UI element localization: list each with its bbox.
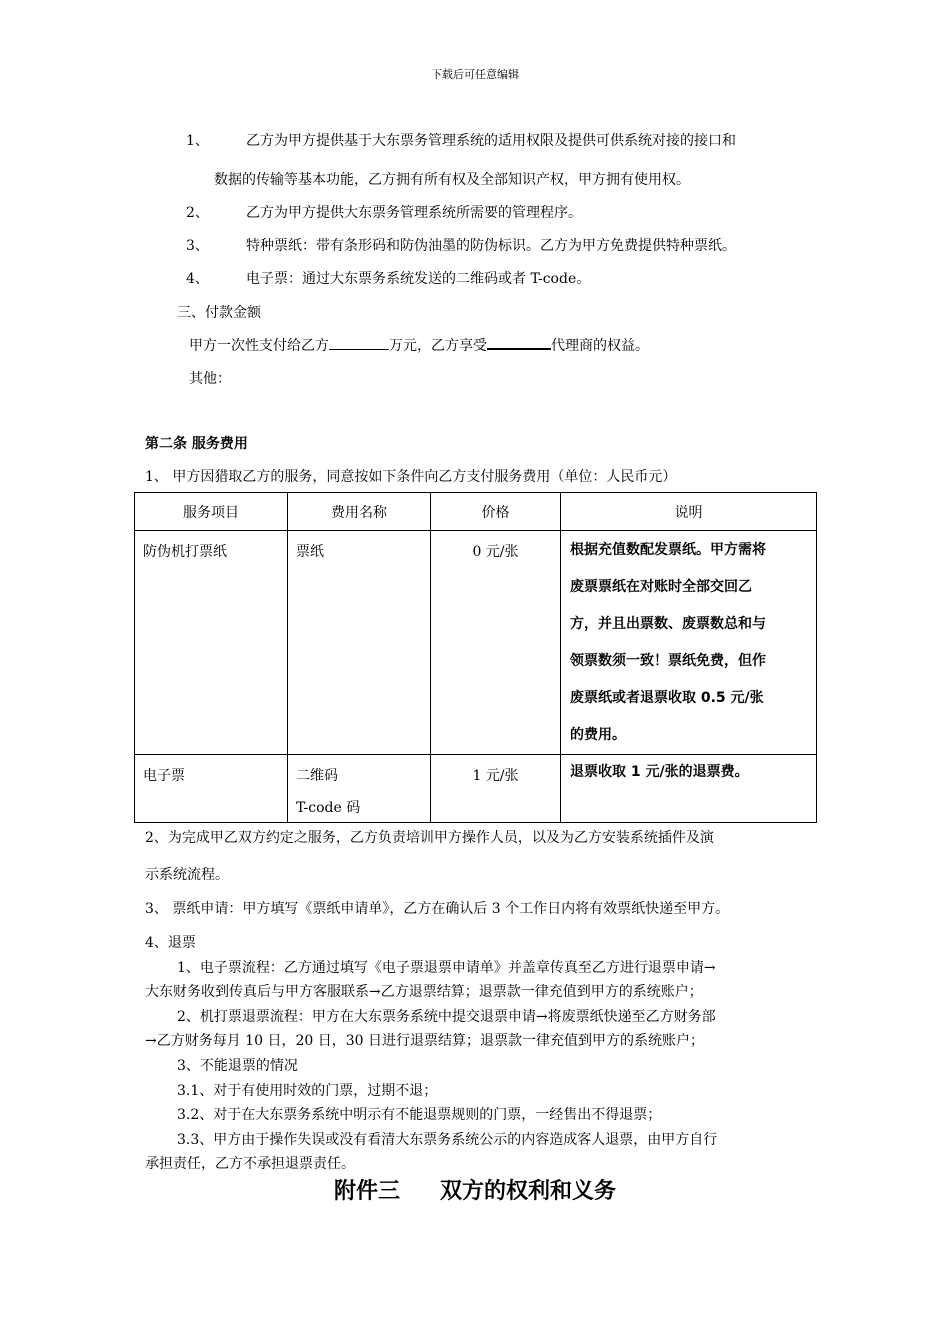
header-description: 说明 <box>561 493 817 531</box>
fee-name-line: 二维码 <box>296 768 338 784</box>
clause-4-3-3-line1: 3.3、甲方由于操作失误或没有看清大东票务系统公示的内容造成客人退票，由甲方自行 <box>177 1132 718 1148</box>
clause-4-3-3-line2: 承担责任，乙方不承担退票责任。 <box>145 1156 355 1172</box>
payment-text-1: 甲方一次性支付给乙方 <box>189 338 329 354</box>
payment-other: 其他： <box>189 371 231 387</box>
payment-line <box>189 334 649 355</box>
scope-item-2-number: 2、 <box>186 205 209 221</box>
page-header-note: 下载后可任意编辑 <box>431 68 519 81</box>
table-row <box>135 531 817 755</box>
description-line: 的费用。 <box>570 727 626 743</box>
payment-text-3: 代理商的权益。 <box>551 338 649 354</box>
scope-item-2-text: 乙方为甲方提供大东票务管理系统所需要的管理程序。 <box>246 205 582 221</box>
header-price: 价格 <box>431 493 561 531</box>
payment-text-2: 万元，乙方享受 <box>389 338 487 354</box>
scope-item-1-number: 1、 <box>186 133 209 149</box>
scope-item-3-text: 特种票纸：带有条形码和防伪油墨的防伪标识。乙方为甲方免费提供特种票纸。 <box>246 238 736 254</box>
clause-4-1-line1: 1、电子票流程：乙方通过填写《电子票退票申请单》并盖章传真至乙方进行退票申请→ <box>177 960 716 976</box>
cell-fee-name <box>288 755 431 823</box>
agent-level-blank[interactable] <box>487 334 551 350</box>
article-2-title: 第二条 服务费用 <box>145 436 248 452</box>
annex-3-title <box>0 1174 950 1205</box>
cell-service-item: 防伪机打票纸 <box>135 531 288 755</box>
clause-2-line1: 2、为完成甲乙双方约定之服务，乙方负责培训甲方操作人员，以及为乙方安装系统插件及演 <box>145 830 714 846</box>
description-line: 废票票纸在对账时全部交回乙 <box>570 579 752 595</box>
scope-item-3-number: 3、 <box>186 238 209 254</box>
payment-heading: 三、付款金额 <box>177 305 261 321</box>
header-fee-name: 费用名称 <box>288 493 431 531</box>
clause-4-3-2: 3.2、对于在大东票务系统中明示有不能退票规则的门票，一经售出不得退票； <box>177 1107 662 1123</box>
scope-item-4-number: 4、 <box>186 271 209 287</box>
article-2-intro: 1、 甲方因猎取乙方的服务，同意按如下条件向乙方支付服务费用（单位：人民币元） <box>145 469 677 485</box>
scope-item-1-text-cont: 数据的传输等基本功能，乙方拥有所有权及全部知识产权，甲方拥有使用权。 <box>214 172 690 188</box>
fee-name-line: T-code 码 <box>296 800 361 816</box>
clause-4-heading: 4、退票 <box>145 935 196 951</box>
scope-item-1-text: 乙方为甲方提供基于大东票务管理系统的适用权限及提供可供系统对接的接口和 <box>246 133 736 149</box>
annex-title-text: 双方的权利和义务 <box>440 1179 617 1204</box>
description-line: 领票数须一致！票纸免费，但作 <box>570 653 766 669</box>
table-header-row <box>135 493 817 531</box>
clause-4-2-line1: 2、机打票退票流程：甲方在大东票务系统中提交退票申请→将废票纸快递至乙方财务部 <box>177 1009 716 1025</box>
description-line: 退票收取 1 元/张的退票费。 <box>570 764 749 780</box>
header-service-item: 服务项目 <box>135 493 288 531</box>
clause-4-1-line2: 大东财务收到传真后与甲方客服联系→乙方退票结算；退票款一律充值到甲方的系统账户； <box>145 984 703 1000</box>
cell-price: 0 元/张 <box>431 531 561 755</box>
description-line: 废票纸或者退票收取 0.5 元/张 <box>570 690 764 706</box>
table-row <box>135 755 817 823</box>
cell-description <box>561 755 817 823</box>
cell-price: 1 元/张 <box>431 755 561 823</box>
cell-description <box>561 531 817 755</box>
description-line: 根据充值数配发票纸。甲方需将 <box>570 542 766 558</box>
description-line: 方，并且出票数、废票数总和与 <box>570 616 766 632</box>
cell-fee-name: 票纸 <box>288 531 431 755</box>
clause-4-3-1: 3.1、对于有使用时效的门票，过期不退； <box>177 1083 438 1099</box>
clause-2-line2: 示系统流程。 <box>145 867 229 883</box>
scope-item-4-text: 电子票：通过大东票务系统发送的二维码或者 T-code。 <box>246 271 591 287</box>
cell-service-item: 电子票 <box>135 755 288 823</box>
payment-amount-blank[interactable] <box>329 335 389 350</box>
clause-4-2-line2: →乙方财务每月 10 日，20 日，30 日进行退票结算；退票款一律充值到甲方的系统账户； <box>145 1033 704 1049</box>
clause-3: 3、 票纸申请：甲方填写《票纸申请单》，乙方在确认后 3 个工作日内将有效票纸快递至甲方。 <box>145 901 730 917</box>
clause-4-3: 3、不能退票的情况 <box>177 1058 298 1074</box>
service-fee-table <box>134 492 817 823</box>
annex-label: 附件三 <box>333 1179 400 1204</box>
